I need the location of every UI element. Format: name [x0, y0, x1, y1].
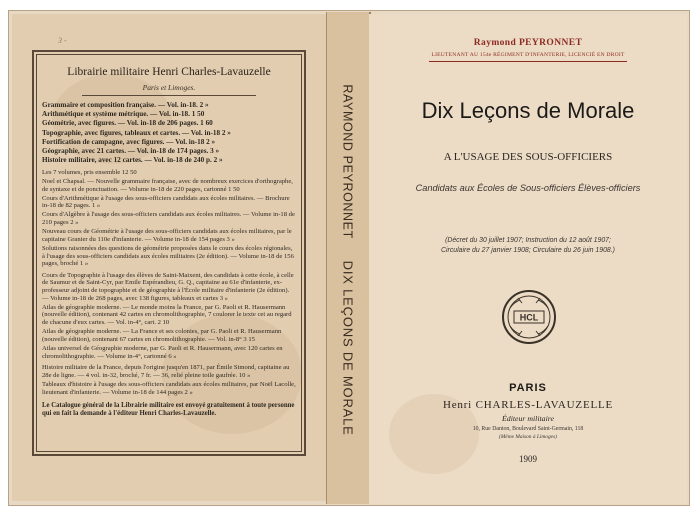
catalog-list	[42, 102, 296, 417]
decrees-line-2: Circulaire du 27 janvier 1908; Circulaire du 26 juin 1908.)	[441, 247, 615, 254]
publication-city: PARIS	[509, 382, 547, 394]
spine	[326, 12, 371, 504]
catalog-entry: Géographie, avec 21 cartes. — Vol. in-18 de 174 pages. 3 »	[42, 146, 220, 155]
publisher-address-note: (Même Maison à Limoges)	[499, 434, 557, 440]
publisher-heading: Librairie militaire Henri Charles-Lavauzelle	[67, 66, 271, 78]
catalog-entry: Géométrie, avec figures. — Vol. in-18 de 206 pages. 1 60	[42, 119, 213, 128]
divider	[429, 61, 627, 62]
emblem-letters: HCL	[519, 312, 539, 323]
catalog-entry: Histoire militaire de la France, depuis l'origine jusqu'en 1871, par Émile Simond, capitaine au 28e de ligne. — 4 vol. in-32, broché, 7 fr. — 36, relié pleine toile gaufrée. 10 »	[42, 364, 290, 379]
decrees-note	[383, 236, 673, 256]
book-subtitle: A L'USAGE DES SOUS-OFFICIERS	[443, 151, 613, 163]
front-cover	[369, 14, 687, 504]
publisher-location: Paris et Limoges.	[142, 83, 196, 92]
spine-title: DIX LEÇONS DE MORALE	[340, 260, 356, 436]
catalog-entry: Nouveau cours de Géométrie à l'usage des sous-officiers candidats aux écoles militaires, par le capitaine Granier du 110e d'infanterie. — Volume in-18 de 154 pages 3 »	[42, 228, 292, 243]
decrees-line-1: (Décret du 30 juillet 1907; Instruction du 12 août 1907;	[445, 237, 611, 244]
catalog-entry: Noel et Chapsal. — Nouvelle grammaire française, avec de nombreux exercices d'orthographe, de syntaxe et de ponctuation. — Volume in-18 de 220 pages, cartonné 1 50	[42, 177, 293, 193]
publisher-address: 10, Rue Danton, Boulevard Saint-Germain, 118	[472, 426, 584, 432]
catalog-entry: Cours d'Arithmétique à l'usage des sous-officiers candidats aux écoles militaires. — Brochure in-18 de 82 pages. 1 »	[42, 194, 290, 210]
publication-year: 1909	[519, 454, 537, 464]
audience-line: Candidats aux Écoles de Sous-officiers Élèves-officiers	[415, 183, 641, 193]
author-name: Raymond PEYRONNET	[473, 38, 583, 48]
pencil-mark: 3 -	[58, 36, 67, 45]
back-cover	[12, 14, 327, 501]
spine-author: RAYMOND PEYRONNET	[340, 84, 355, 239]
catalog-entry: Atlas de géographie moderne. — Le monde moins la France, par G. Paoli et R. Hausermann (nouvelle édition), contenant 42 cartes en chromolithographie, 7 coulorer le texte cet au regard de chacune d'eux cartes. — Vol. in-4°, cart. 2 10	[42, 303, 292, 326]
catalog-entry: Atlas universel de Géographie moderne, par G. Paoli et R. Hausermann, avec 120 cartes en chromolithographie. — Volume in-4°, cartonné 6 »	[42, 344, 283, 360]
publisher-name: Henri CHARLES-LAVAUZELLE	[442, 399, 614, 411]
catalog-entry: Les 7 volumes, pris ensemble 12 50	[42, 168, 137, 176]
spine-text	[341, 84, 356, 435]
catalog-entry: Cours de Topographie à l'usage des élèves de Saint-Maixent, des candidats à cette école, à celle de Saumur et de Saint-Cyr, par Emile Espérandieu, G. Q., capitaine au 61e d'infanterie, ex-professeur adjoint de topographie et de géographie à l'École militaire d'infanterie (2e édition). — Volume in-18 de 268 pages, avec 138 figures, tableaux et cartes 3 »	[42, 271, 294, 302]
catalog-note: Le Catalogue général de la Librairie militaire est envoyé gratuitement à toute personne qui en fait la demande à l'éditeur Henri Charles-Lavauzelle.	[42, 402, 295, 417]
catalog-frame	[32, 50, 306, 456]
catalog-entry: Cours d'Algèbre à l'usage des sous-officiers candidats aux écoles militaires. — Volume in-18 de 210 pages 2 »	[42, 211, 295, 227]
catalog-entry: Topographie, avec figures, tableaux et cartes. — Vol. in-18 2 »	[42, 128, 231, 137]
catalog-entry: Tableaux d'histoire à l'usage des sous-officiers candidats aux écoles militaires, par Noël Lacolle, lieutenant d'infanterie. — Volume in-18 de 144 pages 2 »	[42, 380, 296, 396]
catalog-entry: Arithmétique et système métrique. — Vol. in-18. 1 50	[42, 110, 205, 119]
catalog-entry: Grammaire et composition française. — Vol. in-18. 2 »	[42, 101, 209, 109]
publisher-role: Éditeur militaire	[502, 414, 554, 423]
author-credentials: LIEUTENANT AU 154e RÉGIMENT D'INFANTERIE, LICENCIÉ EN DROIT	[431, 52, 625, 58]
divider	[82, 95, 256, 96]
catalog-entry: Atlas de géographie moderne. — La France et ses colonies, par G. Paoli et R. Hausermann (nouvelle édition), contenant 67 cartes en chromolithographie. — Vol. in-8° 3 15	[42, 328, 282, 343]
publisher-emblem-icon	[500, 288, 558, 346]
catalog-entry: Histoire militaire, avec 12 cartes. — Vol. in-18 de 240 p. 2 »	[42, 156, 223, 165]
catalog-entry: Solutions raisonnées des questions de géométrie proposées dans le cours des écoles régionales, à l'usage des sous-officiers candidats aux écoles militaires (2e édition). — Volume in-18 de 156 pages, broché 1 »	[42, 245, 294, 268]
catalog-entry: Fortification de campagne, avec figures. — Vol. in-18 2 »	[42, 137, 216, 146]
book-title: Dix Leçons de Morale	[421, 98, 635, 123]
